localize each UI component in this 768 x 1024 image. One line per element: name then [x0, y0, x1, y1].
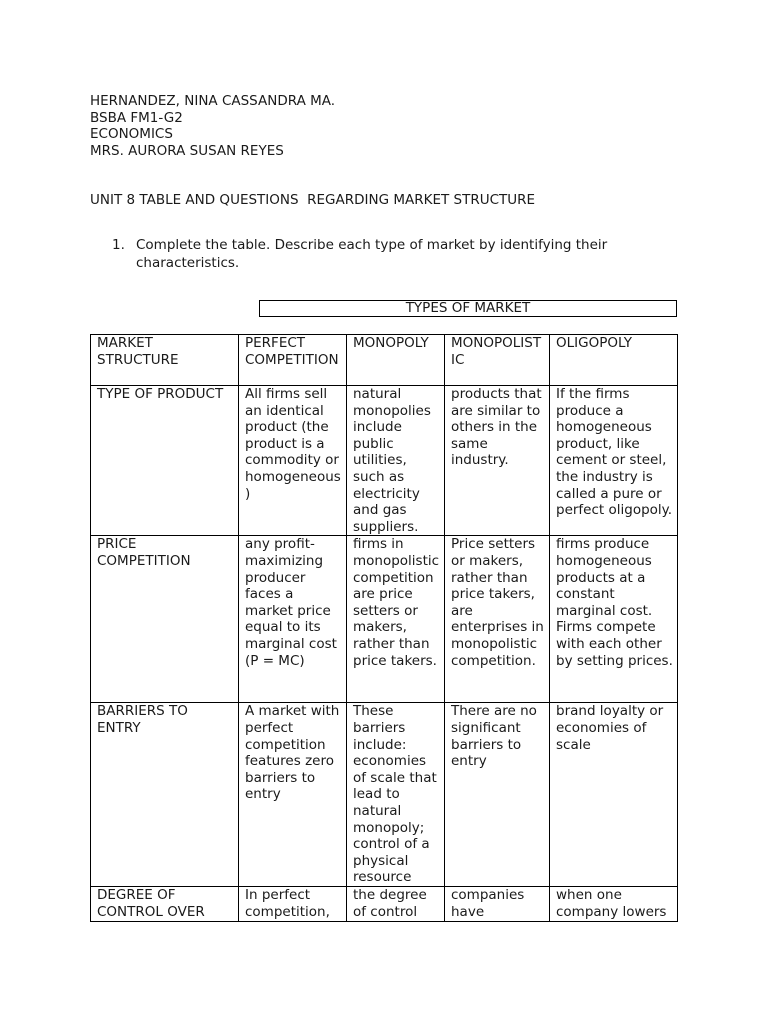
table-cell: In perfect competition, [239, 887, 347, 921]
table-cell: when one company lowers [550, 887, 678, 921]
table-row [91, 887, 678, 921]
student-section: BSBA FM1-G2 [90, 109, 183, 126]
table-row [91, 386, 678, 536]
table-cell: any profit-maximizing producer faces a market price equal to its marginal cost (P = MC) [239, 536, 347, 703]
question-text: Complete the table. Describe each type of market by identifying their characteristics. [136, 237, 608, 271]
row-label: BARRIERS TO ENTRY [91, 703, 239, 887]
table-cell: There are no significant barriers to entry [445, 703, 550, 887]
table-cell: If the firms produce a homogeneous product, like cement or steel, the industry is called a pure or perfect oligopoly. [550, 386, 678, 536]
document-title: UNIT 8 TABLE AND QUESTIONS REGARDING MARKET STRUCTURE [90, 192, 536, 208]
row-label: TYPE OF PRODUCT [91, 386, 239, 536]
table-cell: All firms sell an identical product (the product is a commodity or homogeneous) [239, 386, 347, 536]
table-cell: These barriers include: economies of scale that lead to natural monopoly; control of a physical resource [347, 703, 445, 887]
column-header: PERFECT COMPETITION [239, 335, 347, 386]
table-cell: brand loyalty or economies of scale [550, 703, 678, 887]
column-header: MONOPOLISTIC [445, 335, 550, 386]
table-cell: A market with perfect competition features zero barriers to entry [239, 703, 347, 887]
column-header: MONOPOLY [347, 335, 445, 386]
market-structure-table [90, 334, 678, 922]
row-label: DEGREE OF CONTROL OVER [91, 887, 239, 921]
table-row [91, 703, 678, 887]
types-of-market-header: TYPES OF MARKET [259, 300, 677, 317]
question-number: 1. [112, 237, 125, 253]
question-1 [112, 237, 632, 272]
column-header: MARKET STRUCTURE [91, 335, 239, 386]
table-cell: firms produce homogeneous products at a constant marginal cost. Firms compete with each other by setting prices. [550, 536, 678, 703]
table-row [91, 536, 678, 703]
table-cell: Price setters or makers, rather than price takers, are enterprises in monopolistic competition. [445, 536, 550, 703]
subject: ECONOMICS [90, 126, 173, 142]
table-header-row [91, 335, 678, 386]
column-header: OLIGOPOLY [550, 335, 678, 386]
teacher: MRS. AURORA SUSAN REYES [90, 142, 284, 159]
table-cell: the degree of control [347, 887, 445, 921]
student-name: HERNANDEZ, NINA CASSANDRA MA. [90, 93, 336, 109]
table-cell: natural monopolies include public utilities, such as electricity and gas suppliers. [347, 386, 445, 536]
row-label: PRICE COMPETITION [91, 536, 239, 703]
table-cell: companies have [445, 887, 550, 921]
table-cell: firms in monopolistic competition are price setters or makers, rather than price takers. [347, 536, 445, 703]
table-cell: products that are similar to others in the same industry. [445, 386, 550, 536]
